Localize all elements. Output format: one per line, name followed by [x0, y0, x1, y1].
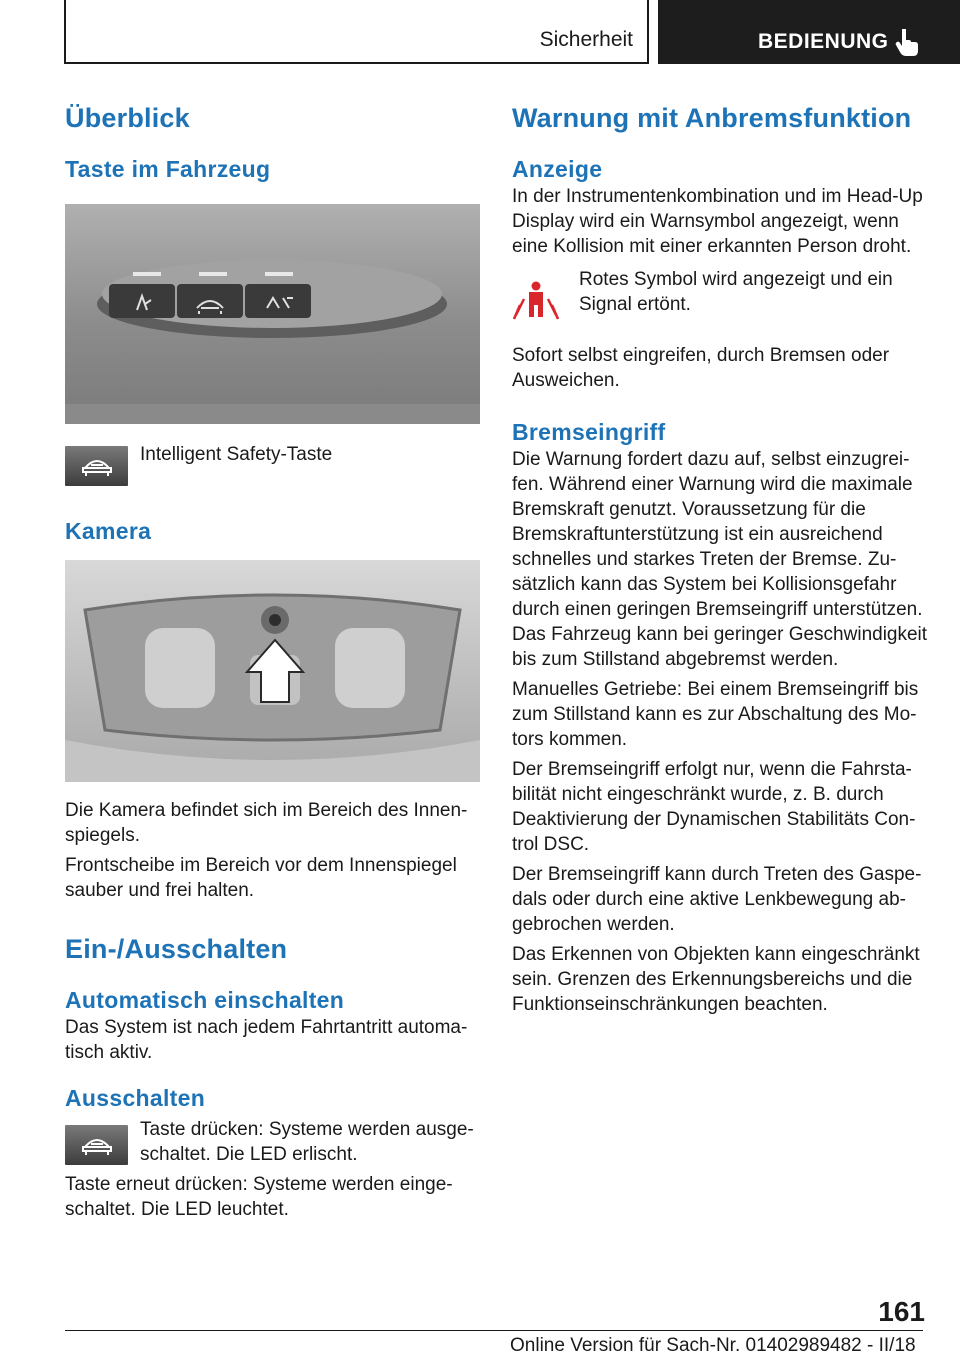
switch-off-paragraph-1: Taste drücken: Systeme werden ausge-schaltet. Die LED erlischt.	[140, 1119, 474, 1165]
pedestrian-warning-icon	[512, 281, 560, 321]
camera-photo	[65, 560, 480, 782]
symbol-caption-row	[512, 267, 932, 337]
button-caption-row	[65, 444, 480, 504]
camera-paragraph-2: Frontscheibe im Bereich vor dem Innenspiegel sauber und frei halten.	[65, 855, 457, 901]
heading-overview: Überblick	[65, 103, 190, 133]
react-paragraph: Sofort selbst eingreifen, durch Bremsen oder Ausweichen.	[512, 345, 890, 391]
auto-on-paragraph: Das System ist nach jedem Fahrtantritt automa-tisch aktiv.	[65, 1017, 468, 1063]
right-column	[512, 100, 932, 1017]
car-front-icon	[80, 1134, 114, 1156]
car-front-icon	[80, 455, 114, 477]
heading-button-in-vehicle: Taste im Fahrzeug	[65, 156, 271, 182]
heading-on-off: Ein-/Ausschalten	[65, 934, 288, 964]
header-chapter-tab	[658, 0, 960, 64]
button-panel-photo	[65, 204, 480, 424]
header-chapter-label: BEDIENUNG	[758, 30, 889, 53]
display-paragraph: In der Instrumentenkombination und im Head-Up Display wird ein Warnsymbol angezeigt, wenn eine Kollision mit einer erkannten Person droht.	[512, 186, 923, 257]
heading-brake-intervention: Bremseingriff	[512, 419, 666, 445]
pointing-hand-icon	[890, 26, 922, 58]
heading-warning: Warnung mit Anbremsfunktion	[512, 103, 912, 133]
header-section-title: Sicherheit	[539, 28, 633, 51]
button-caption: Intelligent Safety-Taste	[140, 444, 333, 465]
heading-switch-off: Ausschalten	[65, 1085, 206, 1111]
page-number: 161	[878, 1296, 925, 1327]
heading-camera: Kamera	[65, 518, 152, 544]
camera-paragraph-1: Die Kamera befindet sich im Bereich des Innen-spiegels.	[65, 800, 468, 846]
switch-off-row	[65, 1117, 480, 1167]
windshield-camera-illustration	[65, 560, 480, 782]
brake-paragraph-5: Das Erkennen von Objekten kann eingeschränkt sein. Grenzen des Erkennungsbereichs und die Funktionseinschränkungen beachten.	[512, 944, 920, 1015]
intelligent-safety-button-icon	[65, 446, 128, 486]
left-column	[65, 100, 480, 1222]
symbol-caption: Rotes Symbol wird angezeigt und ein Signal ertönt.	[579, 269, 893, 315]
button-panel-illustration	[65, 204, 480, 424]
brake-paragraph-1: Die Warnung fordert dazu auf, selbst einzugrei-fen. Während einer Warnung wird die maximale Bremskraft genutzt. Voraussetzung für die Bremskraftunterstützung ist ein ausreichend schnelles und starkes Treten der Bremse. Zu-sätzlich kann das System bei Kollisionsgefahr durch einen geringen Bremseingriff unterstützen. Das Fahrzeug kann bei geringer Geschwindigkeit bis zum Stillstand abgebremst werden.	[512, 449, 928, 670]
footer-divider	[65, 1330, 923, 1331]
heading-display: Anzeige	[512, 156, 603, 182]
footer-online-version: Online Version für Sach-Nr. 01402989482 - II/18	[510, 1335, 916, 1356]
brake-paragraph-2: Manuelles Getriebe: Bei einem Bremseingriff bis zum Stillstand kann es zur Abschaltung des Mo-tors kommen.	[512, 679, 919, 750]
heading-auto-on: Automatisch einschalten	[65, 987, 345, 1013]
switch-off-paragraph-2: Taste erneut drücken: Systeme werden einge-schaltet. Die LED leuchtet.	[65, 1174, 453, 1220]
brake-paragraph-3: Der Bremseingriff erfolgt nur, wenn die Fahrsta-bilität nicht eingeschränkt wurde, z. B. durch Deaktivierung der Dynamischen Stabilitäts Con-trol DSC.	[512, 759, 916, 855]
intelligent-safety-button-icon-2	[65, 1125, 128, 1165]
brake-paragraph-4: Der Bremseingriff kann durch Treten des Gaspe-dals oder durch eine aktive Lenkbewegung ab-gebrochen werden.	[512, 864, 922, 935]
header-section-box	[64, 0, 649, 64]
